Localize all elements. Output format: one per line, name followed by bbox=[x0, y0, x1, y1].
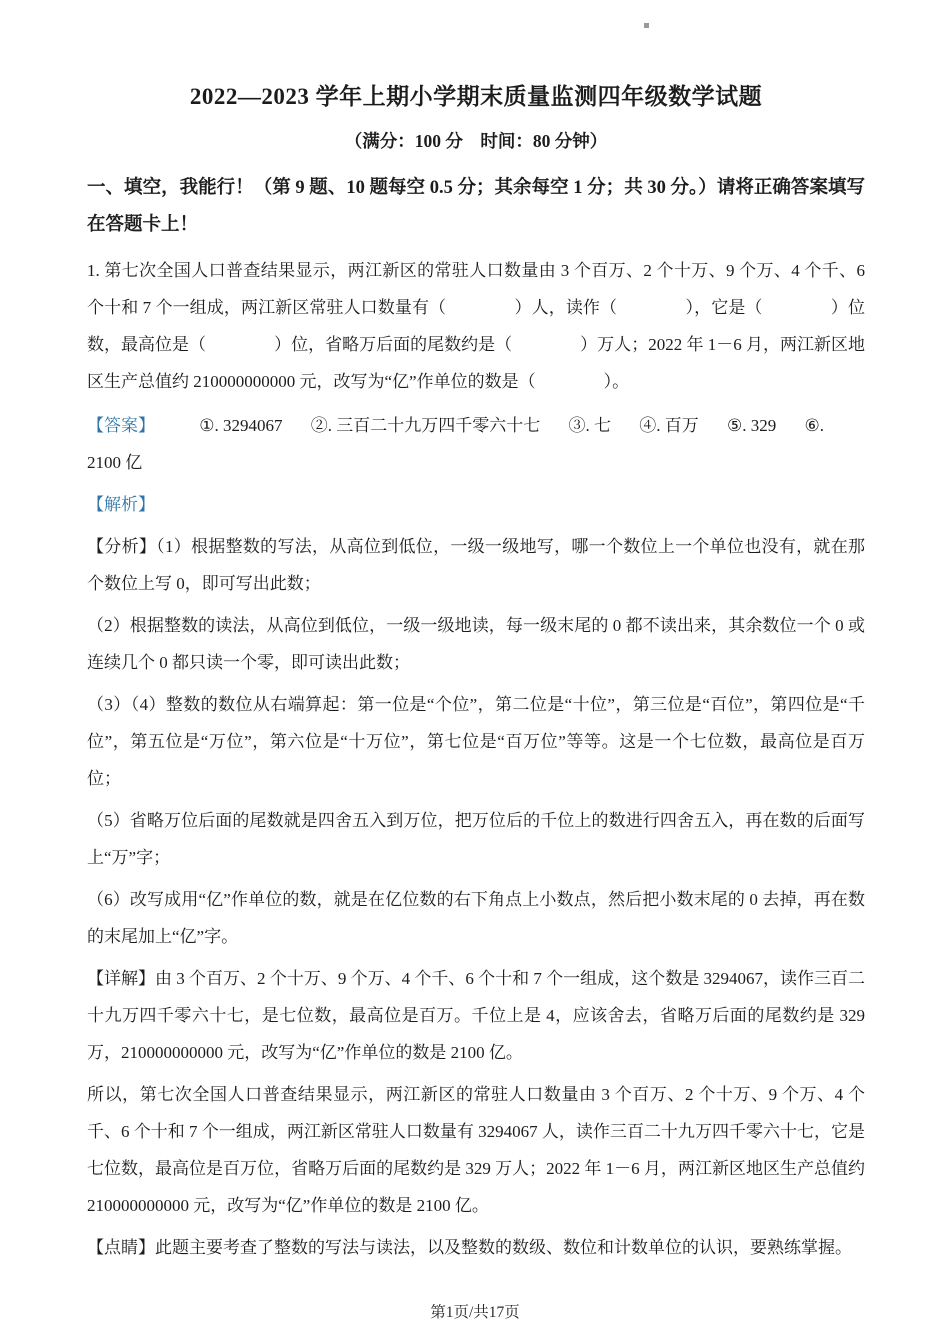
analysis-paragraph-2: （2）根据整数的读法，从高位到低位，一级一级地读，每一级末尾的 0 都不读出来，其余数位一个 0 或连续几个 0 都只读一个零，即可读出此数； bbox=[87, 616, 865, 672]
answer-line bbox=[87, 407, 865, 444]
answer-item-4: ④. 百万 bbox=[639, 416, 699, 435]
explanation-label: 【解析】 bbox=[87, 495, 155, 514]
page-title: 2022—2023 学年上期小学期末质量监测四年级数学试题 bbox=[189, 84, 763, 109]
summary-paragraph: 【点睛】此题主要考查了整数的写法与读法，以及整数的数级、数位和计数单位的认识，要熟练掌握。 bbox=[87, 1238, 852, 1257]
answer-item-2: ②. 三百二十九万四千零六十七 bbox=[310, 416, 541, 435]
exam-score-time: （满分：100 分 时间：80 分钟） bbox=[344, 131, 608, 151]
analysis-paragraph-5: （6）改写成用“亿”作单位的数，就是在亿位数的右下角点上小数点，然后把小数末尾的 0 去掉，再在数的末尾加上“亿”字。 bbox=[87, 890, 865, 946]
analysis-paragraph-3: （3）（4）整数的数位从右端算起：第一位是“个位”，第二位是“十位”，第三位是“百位”，第四位是“千位”，第五位是“万位”，第六位是“十万位”，第七位是“百万位”等等。这是一个七位数，最高位是百万位； bbox=[87, 695, 865, 788]
question-1-text: 1. 第七次全国人口普查结果显示，两江新区的常驻人口数量由 3 个百万、2 个十万、9 个万、4 个千、6 个十和 7 个一组成，两江新区常驻人口数量有（ ）人，读作（ ），它是（ ）位数，最高位是（ ）位，省略万后面的尾数约是（ ）万人；2022 年 1－6 月，两江新区地区生产总值约 210000000000 元，改写为“亿”作单位的数是（ ）。 bbox=[87, 261, 865, 391]
answer-item-5: ⑤. 329 bbox=[727, 416, 777, 435]
answer-item-6-value: 2100 亿 bbox=[87, 453, 143, 472]
page-footer: 第1页/共17页 bbox=[430, 1304, 520, 1321]
answer-item-1: ①. 3294067 bbox=[199, 416, 283, 435]
answer-item-6: ⑥. bbox=[804, 416, 824, 435]
detail-paragraph: 【详解】由 3 个百万、2 个十万、9 个万、4 个千、6 个十和 7 个一组成，这个数是 3294067，读作三百二十九万四千零六十七，是七位数，最高位是百万。千位上是 4，应该舍去，省略万后面的尾数约是 329 万，210000000000 元，改写为“亿”作单位的数是 2100 亿。 bbox=[87, 969, 865, 1062]
document-content bbox=[87, 0, 865, 1266]
section-heading-fill-in-blanks: 一、填空，我能行！（第 9 题、10 题每空 0.5 分；其余每空 1 分；共 30 分。）请将正确答案填写在答题卡上！ bbox=[87, 178, 865, 235]
explanation-label-row bbox=[87, 486, 865, 523]
analysis-paragraph-1: 【分析】（1）根据整数的写法，从高位到低位，一级一级地写，哪一个数位上一个单位也没有，就在那个数位上写 0，即可写出此数； bbox=[87, 537, 865, 593]
conclusion-paragraph: 所以，第七次全国人口普查结果显示，两江新区的常驻人口数量由 3 个百万、2 个十万、9 个万、4 个千、6 个十和 7 个一组成，两江新区常驻人口数量有 3294067 人，读作三百二十九万四千零六十七，它是七位数，最高位是百万位，省略万后面的尾数约是 329 万人；2022 年 1－6 月，两江新区地区生产总值约 210000000000 元，改写为“亿”作单位的数是 2100 亿。 bbox=[87, 1085, 865, 1215]
analysis-paragraph-4: （5）省略万位后面的尾数就是四舍五入到万位，把万位后的千位上的数进行四舍五入，再在数的后面写上“万”字； bbox=[87, 811, 865, 867]
answer-label: 【答案】 bbox=[87, 416, 155, 435]
answer-item-3: ③. 七 bbox=[568, 416, 611, 435]
